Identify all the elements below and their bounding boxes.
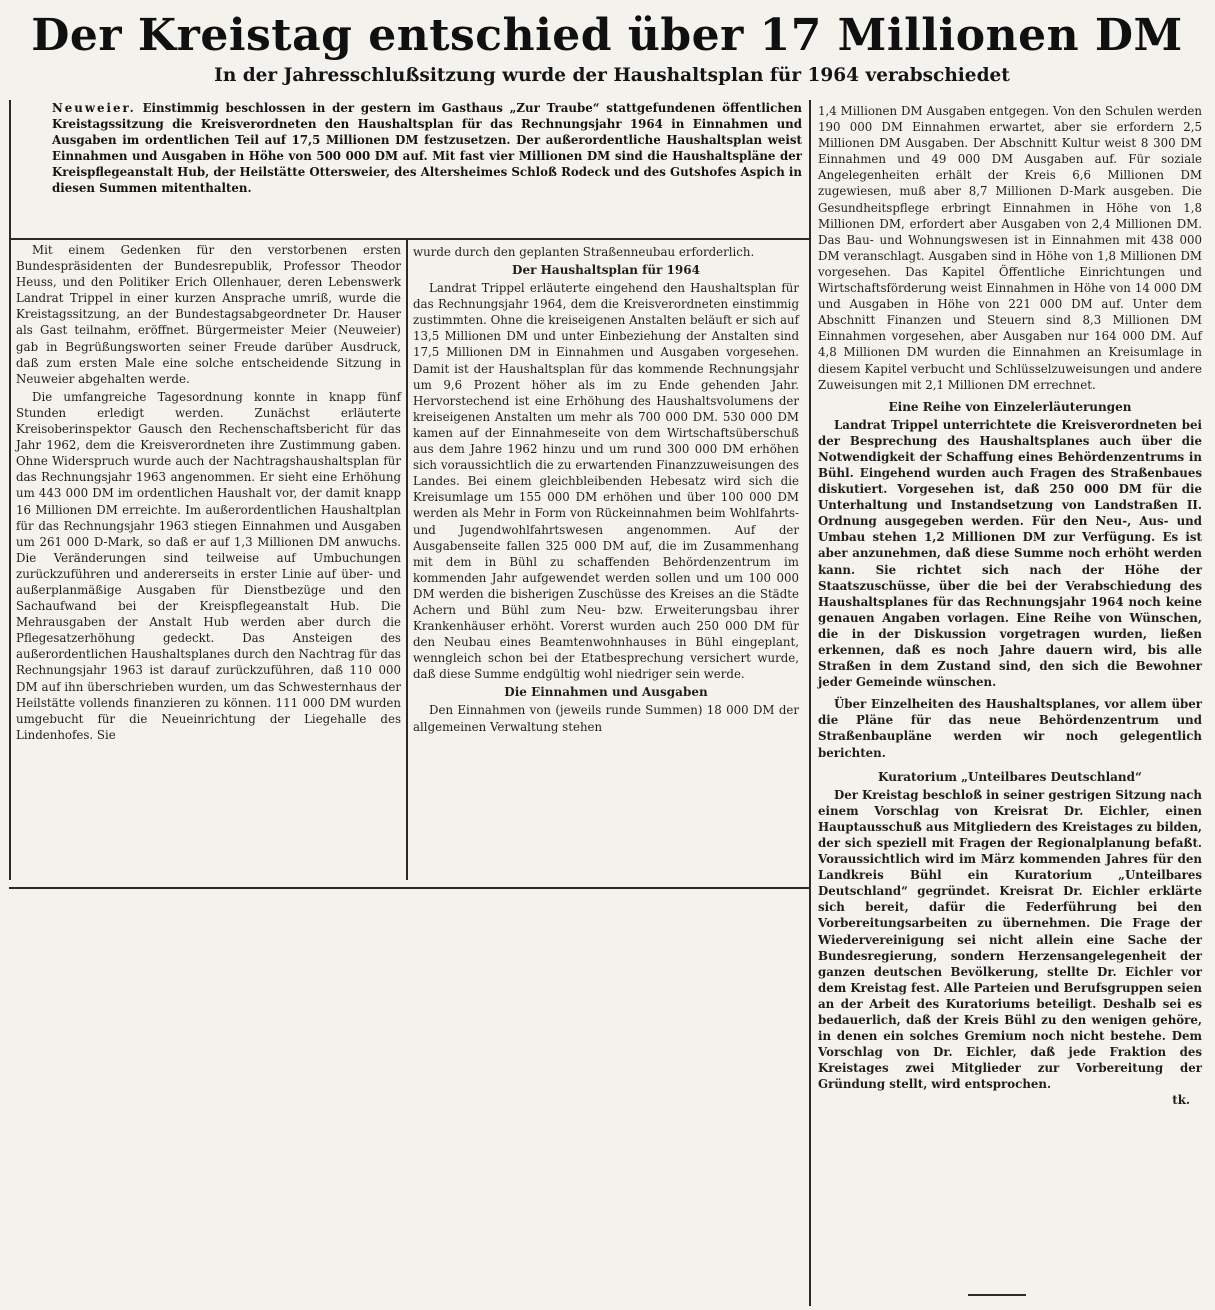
- dateline: Neuweier.: [52, 101, 136, 115]
- column-rule-center-lead: [809, 100, 811, 240]
- lead-paragraph: [52, 101, 802, 196]
- column-2-continuation: wurde durch den geplanten Straßenneubau erforderlich.: [413, 245, 755, 259]
- end-rule: [968, 1294, 1026, 1296]
- subheading-einnahmen-ausgaben: Die Einnahmen und Ausgaben: [504, 685, 708, 700]
- subheadline: In der Jahresschlußsitzung wurde der Haushaltsplan für 1964 verabschiedet: [214, 65, 1010, 86]
- column-3-paragraph-3: Der Kreistag beschloß in seiner gestrigen Sitzung nach einem Vorschlag von Kreisrat Dr. Eichler, einen Hauptausschuß aus Mitgliedern des Kreistages zu bilden, der sich speziell mit Fragen der Regionalplanung befaßt. Voraussichtlich wird im März kommenden Jahres für den Landkreis Bühl ein Kuratorium „Unteilbares Deutschland“ gegründet. Kreisrat Dr. Eichler erklärte sich bereit, dafür die Federführung bei den Vorbereitungsarbeiten zu übernehmen. Die Frage der Wiedervereinigung sei nicht allein eine Sache der Bundesregierung, sondern Herzensangelegenheit der ganzen deutschen Bevölkerung, stellte Dr. Eichler vor dem Kreistag fest. Alle Parteien und Berufsgruppen seien an der Arbeit des Kuratoriums beteiligt. Deshalb sei es bedauerlich, daß der Kreis Bühl zu den wenigen gehöre, in denen ein solches Gremium noch nicht bestehe. Dem Vorschlag von Dr. Eichler, daß jede Fraktion des Kreistages zwei Mitglieder zur Vorbereitung der Gründung stellt, wird entsprochen.: [818, 787, 1202, 1092]
- column-rule-right: [809, 240, 811, 1306]
- headline: Der Kreistag entschied über 17 Millionen DM: [31, 10, 1183, 61]
- subheading-kuratorium: Kuratorium „Unteilbares Deutschland“: [878, 769, 1142, 784]
- subheading-einzelerlaeuterungen: Eine Reihe von Einzelerläuterungen: [888, 399, 1132, 414]
- column-1-paragraph-1: Mit einem Gedenken für den verstorbenen ersten Bundespräsidenten der Bundesrepublik, Professor Theodor Heuss, und den Politiker Erich Ollenhauer, deren Lebenswerk Landrat Trippel in einer kurzen Ansprache umriß, wurde die Kreistagssitzung, an der Bundestagsabgeordneter Dr. Hauser als Gast teilnahm, eröffnet. Bürgermeister Meier (Neuweier) gab in Begrüßungsworten seiner Freude darüber Ausdruck, daß zum ersten Male eine solche entscheidende Sitzung in Neuweier abgehalten werde.: [16, 243, 401, 386]
- subheading-haushaltsplan: Der Haushaltsplan für 1964: [512, 263, 700, 278]
- column-3-paragraph-1: Landrat Trippel unterrichtete die Kreisverordneten bei der Besprechung des Haushaltsplanes auch über die Notwendigkeit der Schaffung eines Behördenzentrums in Bühl. Eingehend wurden auch Fragen des Straßenbaues diskutiert. Vorgesehen ist, daß 250 000 DM für die Unterhaltung und Instandsetzung von Landstraßen II. Ordnung ausgegeben werden. Für den Neu-, Aus- und Umbau stehen 1,2 Millionen DM zur Verfügung. Es ist aber anzunehmen, daß diese Summe noch erhöht werden kann. Sie richtet sich nach der Höhe der Staatszuschüsse, über die bei der Verabschiedung des Haushaltsplanes für das Rechnungsjahr 1964 noch keine genauen Angaben vorlagen. Eine Reihe von Wünschen, die in der Diskussion vorgetragen wurden, ließen erkennen, daß es noch Jahre dauern wird, bis alle Straßen in dem Zustand sind, den sich die Bewohner jeder Gemeinde wünschen.: [818, 417, 1202, 690]
- column-1-paragraph-2: Die umfangreiche Tagesordnung konnte in knapp fünf Stunden erledigt werden. Zunächst erläuterte Kreisoberinspektor Gausch den Rechenschaftsbericht für das Jahr 1962, dem die Kreisverordneten ihre Zustimmung gaben. Ohne Widerspruch wurde auch der Nachtragshaushaltsplan für das Rechnungsjahr 1963 angenommen. Er sieht eine Erhöhung um 443 000 DM im ordentlichen Haushalt vor, der damit knapp 16 Millionen DM erreichte. Im außerordentlichen Haushaltplan für das Rechnungsjahr 1963 stiegen Einnahmen und Ausgaben um 261 000 D-Mark, so daß er auf 1,3 Millionen DM anwuchs. Die Veränderungen sind teilweise auf Umbuchungen zurückzuführen und andererseits in erster Linie auf über- und außerplanmäßige Ausgaben für Dienstbezüge und den Sachaufwand bei der Kreispflegeanstalt Hub. Die Mehrausgaben der Anstalt Hub werden aber durch die Pflegesatzerhöhung gedeckt. Das Ansteigen des außerordentlichen Haushaltsplanes durch den Nachtrag für das Rechnungsjahr 1963 ist darauf zurückzuführen, daß 110 000 DM auf ihn überschrieben wurden, um das Schwesternhaus der Heilstätte vollends finanzieren zu können. 111 000 DM wurden umgebucht für die Neueinrichtung der Liegehalle des Lindenhofes. Sie: [16, 389, 401, 742]
- column-1: [16, 242, 401, 743]
- article-bottom-rule: [9, 887, 809, 889]
- column-3: [818, 103, 1202, 1109]
- column-3-paragraph-2: Über Einzelheiten des Haushaltsplanes, vor allem über die Pläne für das neue Behördenzentrum und Straßenbaupläne werden wir noch gelegentlich berichten.: [818, 697, 1202, 760]
- column-rule-center: [406, 240, 408, 880]
- lead-bottom-rule: [9, 238, 809, 240]
- column-rule-left: [9, 100, 11, 880]
- column-2: [413, 244, 799, 735]
- column-2-paragraph-1: Landrat Trippel erläuterte eingehend den Haushaltsplan für das Rechnungsjahr 1964, dem die Kreisverordneten einstimmig zustimmten. Ohne die kreiseigenen Anstalten beläuft er sich auf 13,5 Millionen DM und unter Einbeziehung der Anstalten sind 17,5 Millionen DM in Einnahmen und Ausgaben vorgesehen. Damit ist der Haushaltsplan für das kommende Rechnungsjahr um 9,6 Prozent höher als im zu Ende gehenden Jahr. Hervorstechend ist eine Erhöhung des Haushaltsvolumens der kreiseigenen Anstalten um mehr als 700 000 DM. 530 000 DM kamen auf der Einnahmeseite von dem Wirtschaftsüberschuß aus dem Jahre 1962 hinzu und um rund 300 000 DM erhöhen sich voraussichtlich die zu erwartenden Finanzzuweisungen des Landes. Bei einem gleichbleibenden Hebesatz wird sich die Kreisumlage um 155 000 DM erhöhen und über 100 000 DM werden als Mehr in Form von Rückeinnahmen beim Wohlfahrts- und Jugendwohlfahrtswesen angenommen. Auf der Ausgabenseite fallen 325 000 DM auf, die im Zusammenhang mit dem in Bühl zu schaffenden Behördenzentrum im kommenden Jahr aufgewendet werden sollen und um 100 000 DM werden die bisherigen Zuschüsse des Kreises an die Städte Achern und Bühl zum Neu- bzw. Erweiterungsbau ihrer Krankenhäuser erhöht. Vorerst wurden auch 250 000 DM für den Neubau eines Beamtenwohnhauses in Bühl eingeplant, wenngleich schon bei der Etatbesprechung versichert wurde, daß diese Summe endgültig wohl niedriger sein werde.: [413, 281, 799, 682]
- column-3-continuation: 1,4 Millionen DM Ausgaben entgegen. Von den Schulen werden 190 000 DM Einnahmen erwartet, aber sie erfordern 2,5 Millionen DM Ausgaben. Der Abschnitt Kultur weist 8 300 DM Einnahmen und 49 000 DM Ausgaben auf. Für soziale Angelegenheiten erhält der Kreis 6,6 Millionen DM zugewiesen, muß aber 8,7 Millionen D-Mark ausgeben. Die Gesundheitspflege erbringt Einnahmen in Höhe von 1,8 Millionen DM, erfordert aber Ausgaben von 2,4 Millionen DM. Das Bau- und Wohnungswesen ist in Einnahmen mit 438 000 DM veranschlagt. Ausgaben sind in Höhe von 1,8 Millionen DM vorgesehen. Das Kapitel Öffentliche Einrichtungen und Wirtschaftsförderung weist Einnahmen in Höhe von 14 000 DM und Ausgaben in Höhe von 221 000 DM auf. Unter dem Abschnitt Finanzen und Steuern sind 8,3 Millionen DM Einnahmen vorgesehen, aber Ausgaben nur 164 000 DM. Auf 4,8 Millionen DM wurden die Einnahmen an Kreisumlage in diesem Kapitel verbucht und Schlüsselzuweisungen und andere Zuweisungen mit 2,1 Millionen DM errechnet.: [818, 104, 1202, 392]
- column-2-paragraph-2: Den Einnahmen von (jeweils runde Summen) 18 000 DM der allgemeinen Verwaltung stehen: [413, 703, 799, 734]
- lead-text: Einstimmig beschlossen in der gestern im Gasthaus „Zur Traube“ stattgefundenen öffentlichen Kreistagssitzung die Kreisverordneten den Haushaltsplan für das Rechnungsjahr 1964 in Einnahmen und Ausgaben im ordentlichen Teil auf 17,5 Millionen DM festzusetzen. Der außerordentliche Haushaltsplan weist Einnahmen und Ausgaben in Höhe von 500 000 DM auf. Mit fast vier Millionen DM sind die Haushaltspläne der Kreispflegeanstalt Hub, der Heilstätte Ottersweier, des Altersheimes Schloß Rodeck und des Gutshofes Aspich in diesen Summen mitenthalten.: [52, 101, 802, 195]
- author-signature: tk.: [1172, 1093, 1190, 1108]
